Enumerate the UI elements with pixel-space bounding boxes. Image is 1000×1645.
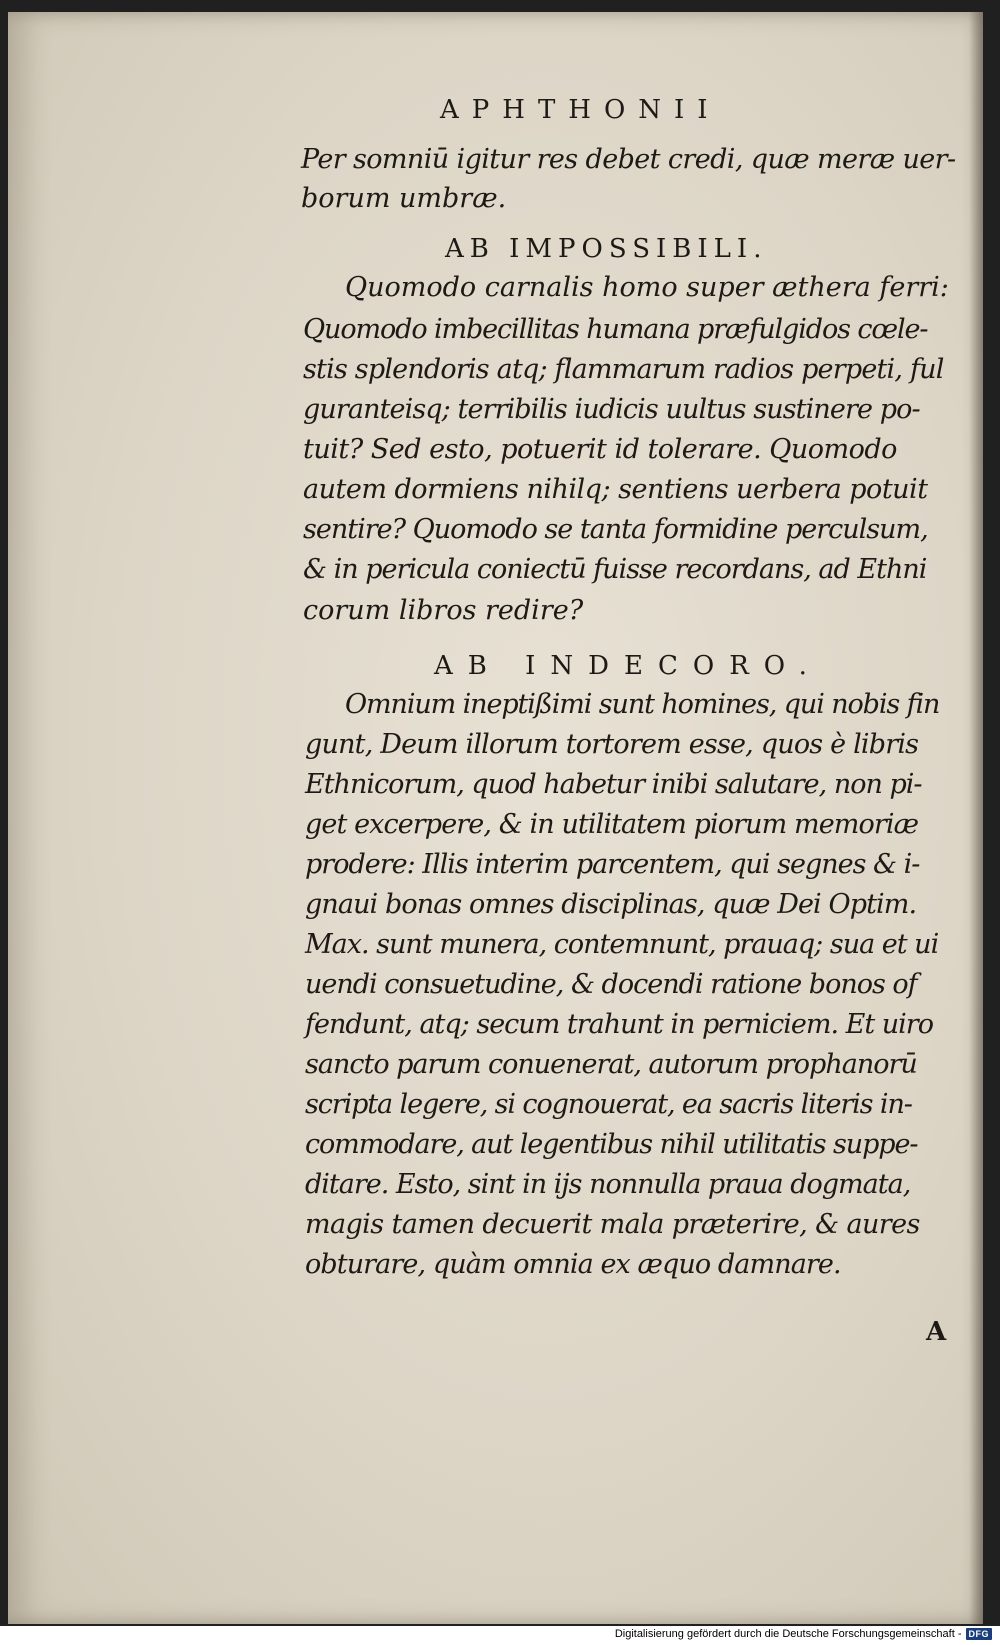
text-line: stis splendoris atq; flammarum radios perpeti, ful [303, 354, 944, 385]
text-line: autem dormiens nihilq; sentiens uerbera potuit [303, 474, 928, 505]
catchword: A [926, 1317, 947, 1347]
text-line: commodare, aut legentibus nihil utilitatis suppe- [305, 1129, 918, 1160]
text-line: uendi consuetudine, & docendi ratione bonos of [305, 969, 917, 1000]
text-line: borum umbræ. [301, 183, 507, 214]
dfg-logo-icon: DFG [966, 1628, 993, 1640]
text-line: sancto parum conuenerat, autorum prophanorū [305, 1049, 917, 1080]
text-line: ditare. Esto, sint in ijs nonnulla praua dogmata, [305, 1169, 911, 1200]
text-line: Quomodo carnalis homo super æthera ferri: [345, 272, 949, 303]
digitization-footer [615, 1626, 992, 1642]
text-line: sentire? Quomodo se tanta formidine perculsum, [303, 514, 928, 545]
text-line: guranteisq; terribilis iudicis uultus sustinere po- [303, 394, 920, 425]
text-line: Max. sunt munera, contemnunt, prauaq; sua et ui [305, 929, 939, 960]
text-line: corum libros redire? [303, 595, 584, 626]
section-heading-impossibili: AB IMPOSSIBILI. [445, 234, 768, 264]
text-line: fendunt, atq; secum trahunt in perniciem. Et uiro [305, 1009, 933, 1040]
text-line: obturare, quàm omnia ex æquo damnare. [305, 1249, 841, 1280]
book-page [8, 12, 983, 1624]
text-line: get excerpere, & in utilitatem piorum memoriæ [305, 809, 919, 840]
text-line: gnaui bonas omnes disciplinas, quæ Dei Optim. [305, 889, 917, 920]
text-line: gunt, Deum illorum tortorem esse, quos è libris [305, 729, 919, 760]
running-head: APHTHONII [440, 95, 721, 125]
section-heading-indecoro: AB INDECORO. [434, 651, 822, 681]
text-line: Omnium ineptißimi sunt homines, qui nobis fin [345, 689, 940, 720]
text-line: Ethnicorum, quod habetur inibi salutare, non pi- [305, 769, 922, 800]
text-line: magis tamen decuerit mala præterire, & aures [305, 1209, 920, 1240]
text-line: Per somniū igitur res debet credi, quæ meræ uer- [301, 144, 956, 175]
text-line: scripta legere, si cognouerat, ea sacris literis in- [305, 1089, 912, 1120]
footer-credit-text: Digitalisierung gefördert durch die Deutsche Forschungsgemeinschaft - [614, 1628, 962, 1640]
text-line: tuit? Sed esto, potuerit id tolerare. Quomodo [303, 434, 897, 465]
text-line: Quomodo imbecillitas humana præfulgidos cœle- [303, 314, 928, 345]
text-line: prodere: Illis interim parcentem, qui segnes & i- [305, 849, 920, 880]
text-line: & in pericula coniectū fuisse recordans, ad Ethni [303, 554, 927, 585]
